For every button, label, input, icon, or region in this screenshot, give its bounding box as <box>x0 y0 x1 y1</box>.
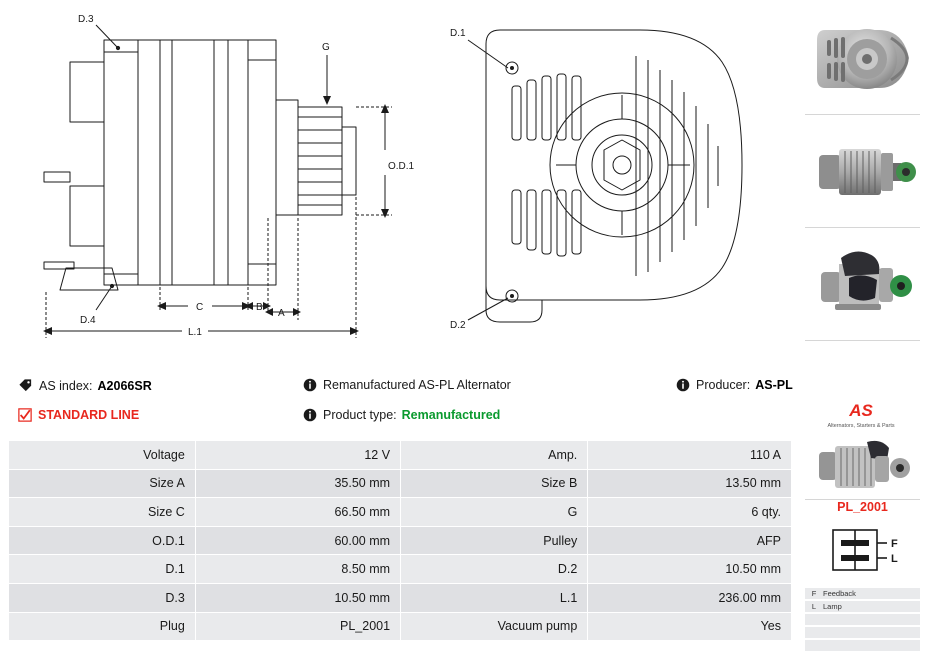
legend-spacer <box>805 614 920 625</box>
spec-key: Vacuum pump <box>401 612 588 641</box>
spec-value: Yes <box>588 612 792 641</box>
spec-value: 12 V <box>195 441 400 470</box>
spec-value: 236.00 mm <box>588 583 792 612</box>
spec-key: D.1 <box>9 555 196 584</box>
table-row <box>9 441 792 470</box>
table-row <box>9 498 792 527</box>
product-photo-angle[interactable] <box>805 434 920 534</box>
spec-key: Pulley <box>401 526 588 555</box>
product-photo-side[interactable] <box>805 121 920 221</box>
label-l1: L.1 <box>188 327 202 338</box>
standard-line-label: STANDARD LINE <box>38 408 140 422</box>
product-photos <box>805 8 920 347</box>
producer-value: AS-PL <box>755 378 793 392</box>
description-text: Remanufactured AS-PL Alternator <box>323 378 511 392</box>
spec-value: 10.50 mm <box>588 555 792 584</box>
spec-key: L.1 <box>401 583 588 612</box>
as-index-label: AS index: <box>39 378 93 393</box>
photo-divider <box>805 114 920 115</box>
product-type-row <box>303 408 500 422</box>
table-row <box>9 526 792 555</box>
spec-value: 60.00 mm <box>195 526 400 555</box>
spec-value: AFP <box>588 526 792 555</box>
drawing-canvas <box>0 0 800 370</box>
spec-key: Size A <box>9 469 196 498</box>
spec-value: PL_2001 <box>195 612 400 641</box>
spec-value: 13.50 mm <box>588 469 792 498</box>
product-photo-top[interactable] <box>805 234 920 334</box>
label-d1: D.1 <box>450 28 466 39</box>
info-icon <box>303 378 317 392</box>
spec-key: Plug <box>9 612 196 641</box>
plug-legend <box>805 588 920 653</box>
label-od1: O.D.1 <box>388 161 415 172</box>
legend-spacer <box>805 627 920 638</box>
spec-value: 6 qty. <box>588 498 792 527</box>
legend-key: L <box>811 602 817 611</box>
spec-value: 8.50 mm <box>195 555 400 584</box>
table-row <box>9 469 792 498</box>
plug-pin-f: F <box>891 538 898 550</box>
spec-value: 110 A <box>588 441 792 470</box>
legend-key: F <box>811 589 817 598</box>
label-b: B <box>256 302 263 313</box>
technical-drawings <box>0 0 800 370</box>
standard-line-row <box>18 408 139 422</box>
label-g: G <box>322 42 330 53</box>
spec-value: 66.50 mm <box>195 498 400 527</box>
legend-value: Feedback <box>823 589 856 598</box>
plug-code: PL_2001 <box>837 500 888 514</box>
spec-key: Size C <box>9 498 196 527</box>
logo-brand: AS <box>849 401 873 420</box>
photo-divider <box>805 340 920 341</box>
product-photo-front[interactable] <box>805 8 920 108</box>
spec-key: D.2 <box>401 555 588 584</box>
table-row <box>9 583 792 612</box>
specs-body <box>9 441 792 641</box>
specifications-table <box>8 440 792 641</box>
logo-tagline: Alternators, Starters & Parts <box>827 423 895 429</box>
spec-key: G <box>401 498 588 527</box>
as-pl-logo <box>805 398 920 432</box>
label-d3: D.3 <box>78 14 94 25</box>
spec-value: 10.50 mm <box>195 583 400 612</box>
legend-row <box>805 601 920 612</box>
spec-key: D.3 <box>9 583 196 612</box>
producer-row <box>676 378 793 392</box>
legend-row <box>805 588 920 599</box>
spec-key: Size B <box>401 469 588 498</box>
producer-label: Producer: <box>696 378 751 392</box>
label-d4: D.4 <box>80 315 96 326</box>
spec-key: Amp. <box>401 441 588 470</box>
as-index-value: A2066SR <box>97 378 152 393</box>
description-row <box>303 378 511 392</box>
photo-divider <box>805 227 920 228</box>
plug-diagram <box>805 522 920 584</box>
legend-value: Lamp <box>823 602 842 611</box>
plug-pin-l: L <box>891 553 898 565</box>
table-row <box>9 612 792 641</box>
product-info <box>0 370 800 432</box>
spec-key: Voltage <box>9 441 196 470</box>
product-type-value: Remanufactured <box>401 408 501 422</box>
label-a: A <box>278 308 285 319</box>
label-c: C <box>196 302 204 313</box>
product-type-label: Product type: <box>323 408 397 422</box>
spec-key: O.D.1 <box>9 526 196 555</box>
checkbox-icon <box>18 408 32 422</box>
info-icon <box>303 408 317 422</box>
spec-value: 35.50 mm <box>195 469 400 498</box>
legend-spacer <box>805 640 920 651</box>
info-icon <box>676 378 690 392</box>
as-index-row <box>18 378 152 393</box>
tag-icon <box>18 378 33 393</box>
label-d2: D.2 <box>450 320 466 331</box>
table-row <box>9 555 792 584</box>
